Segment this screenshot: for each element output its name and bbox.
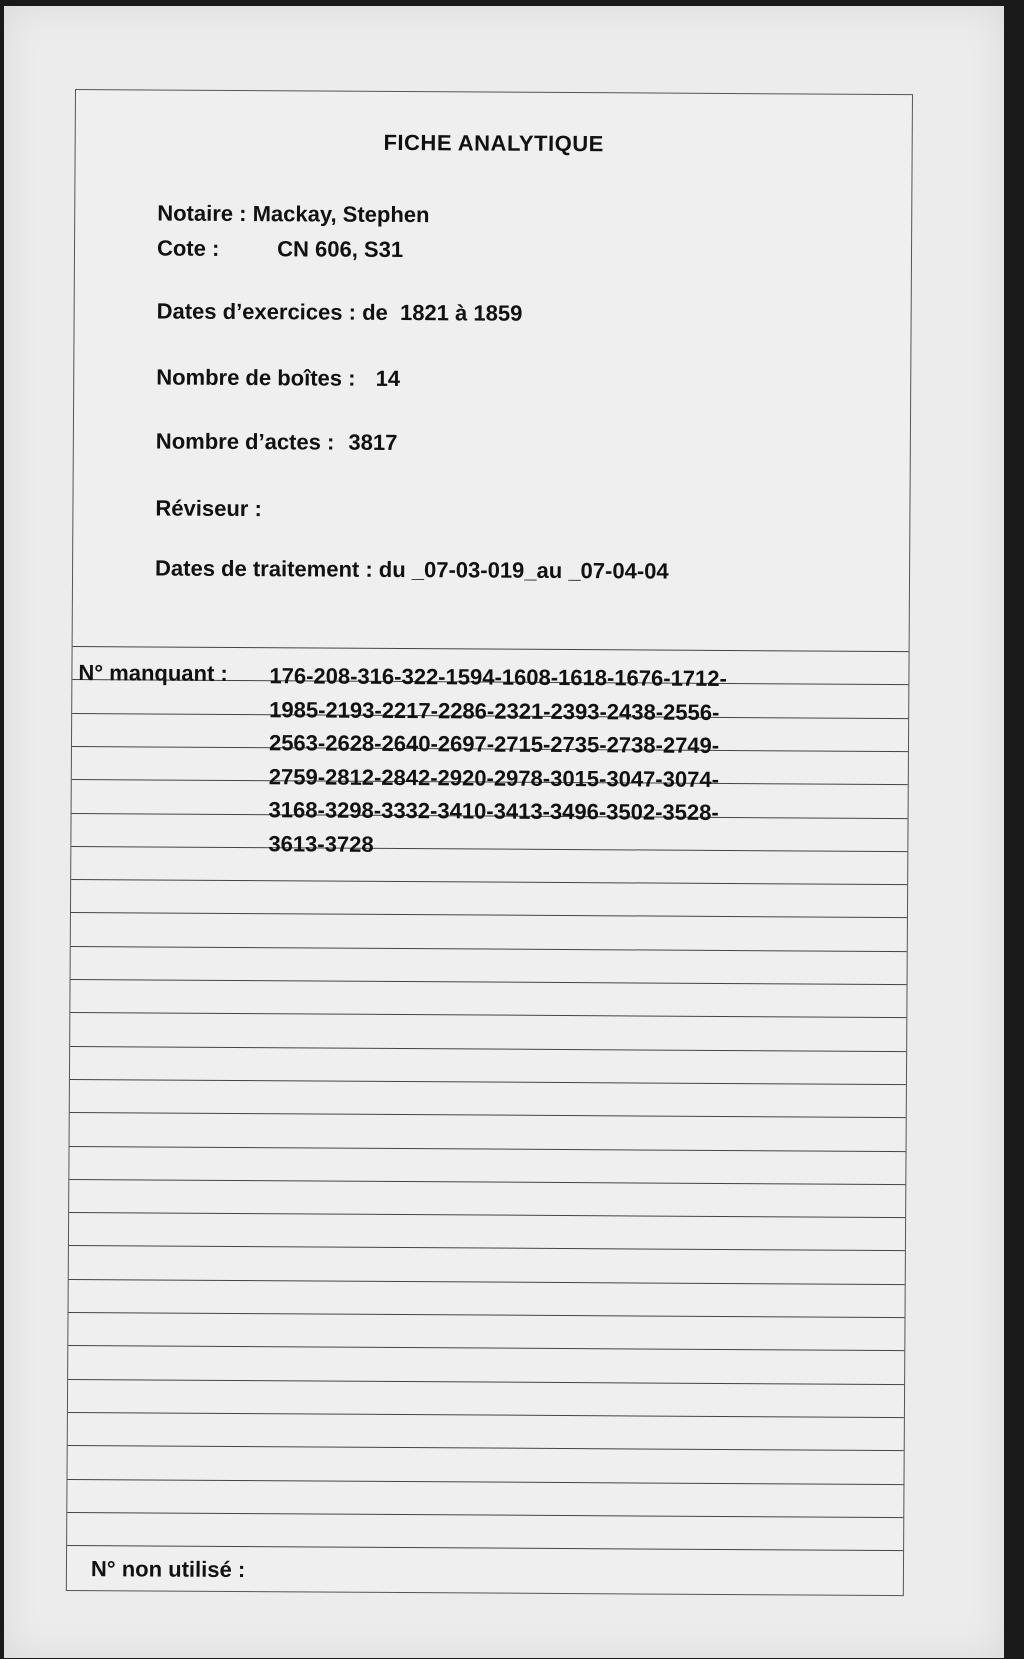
nombre-actes-label: Nombre d’actes : [155,428,335,455]
missing-numbers-line: 176-208-316-322-1594-1608-1618-1676-1712- [269,663,727,691]
ruled-line [70,1079,906,1085]
ruled-line [73,646,909,652]
nombre-boites-field [156,365,400,392]
ruled-line [67,1545,903,1551]
reviseur-field [155,495,268,522]
notaire-label: Notaire : [157,200,247,227]
ruled-line [70,1012,906,1018]
missing-numbers-label: N° manquant : [78,660,228,686]
unused-numbers-label: N° non utilisé : [90,1556,246,1583]
missing-numbers-line: 1985-2193-2217-2286-2321-2393-2438-2556- [269,696,720,725]
ruled-line [69,1212,905,1218]
ruled-line [71,979,907,985]
scanned-page [4,6,1004,1658]
ruled-line [70,1046,906,1052]
ruled-line [71,912,907,918]
nombre-actes-field [156,429,398,456]
cote-label: Cote : [156,235,220,261]
reviseur-label: Réviseur : [155,495,262,522]
nombre-boites-label: Nombre de boîtes : [156,364,356,391]
missing-numbers-line: 3168-3298-3332-3410-3413-3496-3502-3528- [268,797,719,825]
cote-field [157,236,403,264]
analytic-sheet [66,89,913,1596]
cote-value: CN 606, S31 [277,236,404,263]
missing-numbers-line: 3613-3728 [268,830,374,857]
nombre-actes-value: 3817 [348,429,398,455]
ruled-line [68,1379,904,1385]
ruled-lines [73,646,909,651]
ruled-line [69,1279,905,1285]
dates-exercices-label: Dates d’exercices : [156,298,357,325]
ruled-line [68,1345,904,1351]
notaire-field [157,201,429,229]
ruled-line [70,1112,906,1118]
dates-exercices-field [157,299,523,327]
dates-exercices-value: de 1821 à 1859 [362,299,523,326]
ruled-line [68,1412,904,1418]
nombre-boites-value: 14 [375,365,401,391]
notaire-value: Mackay, Stephen [252,201,430,228]
ruled-line [70,1145,906,1151]
missing-numbers-list [268,659,727,863]
ruled-line [69,1179,905,1185]
ruled-line [71,946,907,952]
dates-traitement-label: Dates de traitement : [154,555,373,582]
ruled-line [71,879,907,885]
missing-numbers-line: 2563-2628-2640-2697-2715-2735-2738-2749- [268,730,720,758]
ruled-line [69,1312,905,1318]
ruled-line [68,1478,904,1484]
ruled-line [68,1445,904,1451]
dates-traitement-field [155,555,669,584]
missing-numbers-line: 2759-2812-2842-2920-2978-3015-3047-3074- [268,763,720,792]
ruled-line [69,1245,905,1251]
dates-traitement-value: du _07-03-019_au _07-04-04 [378,556,669,584]
lined-section [67,646,909,1595]
page-title: FICHE ANALYTIQUE [383,129,604,157]
ruled-line [67,1512,903,1518]
